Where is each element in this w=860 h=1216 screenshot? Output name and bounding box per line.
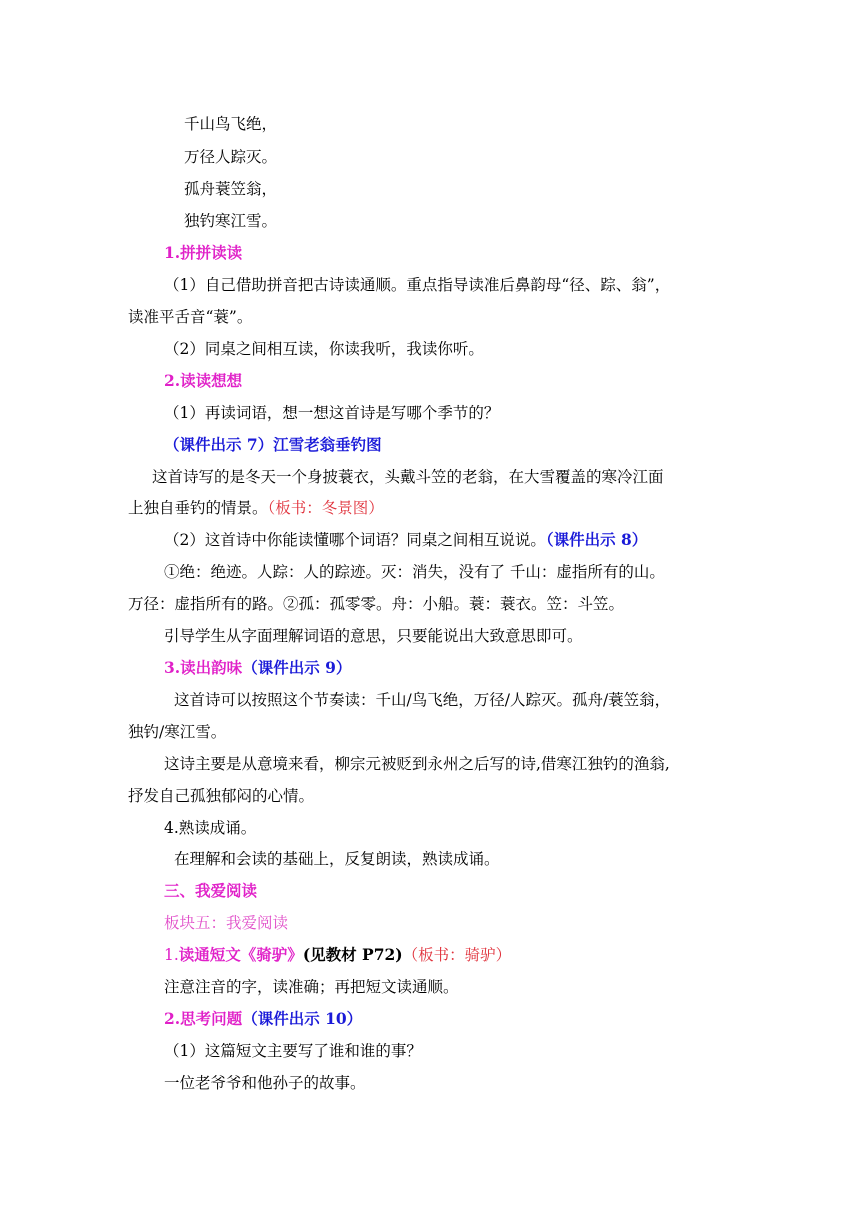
- board-note: （板书：骑驴）: [402, 946, 512, 964]
- section-heading-1: 1.拼拼读读: [164, 243, 243, 262]
- paragraph: 这首诗可以按照这个节奏读：千山/鸟飞绝，万径/人踪灭。孤舟/蓑笠翁，: [174, 691, 671, 709]
- poem-line-4: 独钓寒江雪。: [184, 212, 278, 230]
- paragraph: [128, 497, 384, 519]
- paragraph-text: 上独自垂钓的情景。: [128, 499, 268, 517]
- courseware-note: （课件出示 10）: [242, 1009, 363, 1028]
- paragraph: 注意注音的字，读准确；再把短文读通顺。: [164, 978, 459, 996]
- textbook-reference: (见教材 P72): [302, 945, 403, 964]
- paragraph: 引导学生从字面理解词语的意思，只要能说出大致意思即可。: [164, 627, 583, 645]
- item-title: 2.思考问题: [164, 1009, 243, 1028]
- section-heading-4: 4.熟读成诵。: [164, 819, 257, 837]
- item-number: 1.: [164, 946, 179, 964]
- paragraph-text: （2）这首诗中你能读懂哪个词语？同桌之间相互说说。: [164, 531, 546, 549]
- paragraph: 抒发自己孤独郁闷的心情。: [128, 787, 315, 805]
- item-heading-2: [164, 1008, 362, 1030]
- heading-text: 3.读出韵味: [164, 658, 243, 677]
- section-heading-3: [164, 657, 351, 679]
- paragraph: 这诗主要是从意境来看，柳宗元被贬到永州之后写的诗,借寒江独钓的渔翁,: [164, 755, 670, 773]
- paragraph: 在理解和会读的基础上，反复朗读，熟读成诵。: [174, 850, 500, 868]
- board-note: （板书：冬景图）: [267, 499, 384, 517]
- paragraph: （2）同桌之间相互读，你读我听，我读你听。: [164, 340, 484, 358]
- paragraph: 这首诗写的是冬天一个身披蓑衣，头戴斗笠的老翁，在大雪覆盖的寒冷江面: [152, 468, 664, 486]
- paragraph: 读准平舌音“蓑”。: [128, 308, 253, 326]
- item-title: 读通短文《骑驴》: [178, 945, 303, 964]
- paragraph: 一位老爷爷和他孙子的故事。: [164, 1074, 366, 1092]
- paragraph: 独钓/寒江雪。: [128, 723, 227, 741]
- courseware-note: （课件出示 9）: [242, 658, 352, 677]
- part-heading: 三、我爱阅读: [164, 881, 258, 900]
- section-heading-2: 2.读读想想: [164, 371, 243, 390]
- block-heading: 板块五：我爱阅读: [164, 914, 289, 932]
- paragraph: （1）这篇短文主要写了谁和谁的事？: [164, 1042, 422, 1060]
- poem-line-2: 万径人踪灭。: [184, 148, 278, 166]
- paragraph: [164, 529, 647, 551]
- paragraph: 万径：虚指所有的路。②孤：孤零零。舟：小船。蓑：蓑衣。笠：斗笠。: [128, 595, 625, 613]
- poem-line-1: 千山鸟飞绝，: [184, 115, 278, 133]
- paragraph: （1）自己借助拼音把古诗读通顺。重点指导读准后鼻韵母“径、踪、翁”，: [164, 276, 671, 294]
- courseware-note: （课件出示 8）: [545, 530, 648, 549]
- courseware-note: （课件出示 7）江雪老翁垂钓图: [164, 435, 382, 454]
- poem-line-3: 孤舟蓑笠翁，: [184, 180, 278, 198]
- item-heading-1: [164, 944, 511, 966]
- paragraph: ①绝：绝迹。人踪：人的踪迹。灭：消失，没有了 千山：虚指所有的山。: [164, 563, 665, 581]
- paragraph: （1）再读词语，想一想这首诗是写哪个季节的？: [164, 404, 500, 422]
